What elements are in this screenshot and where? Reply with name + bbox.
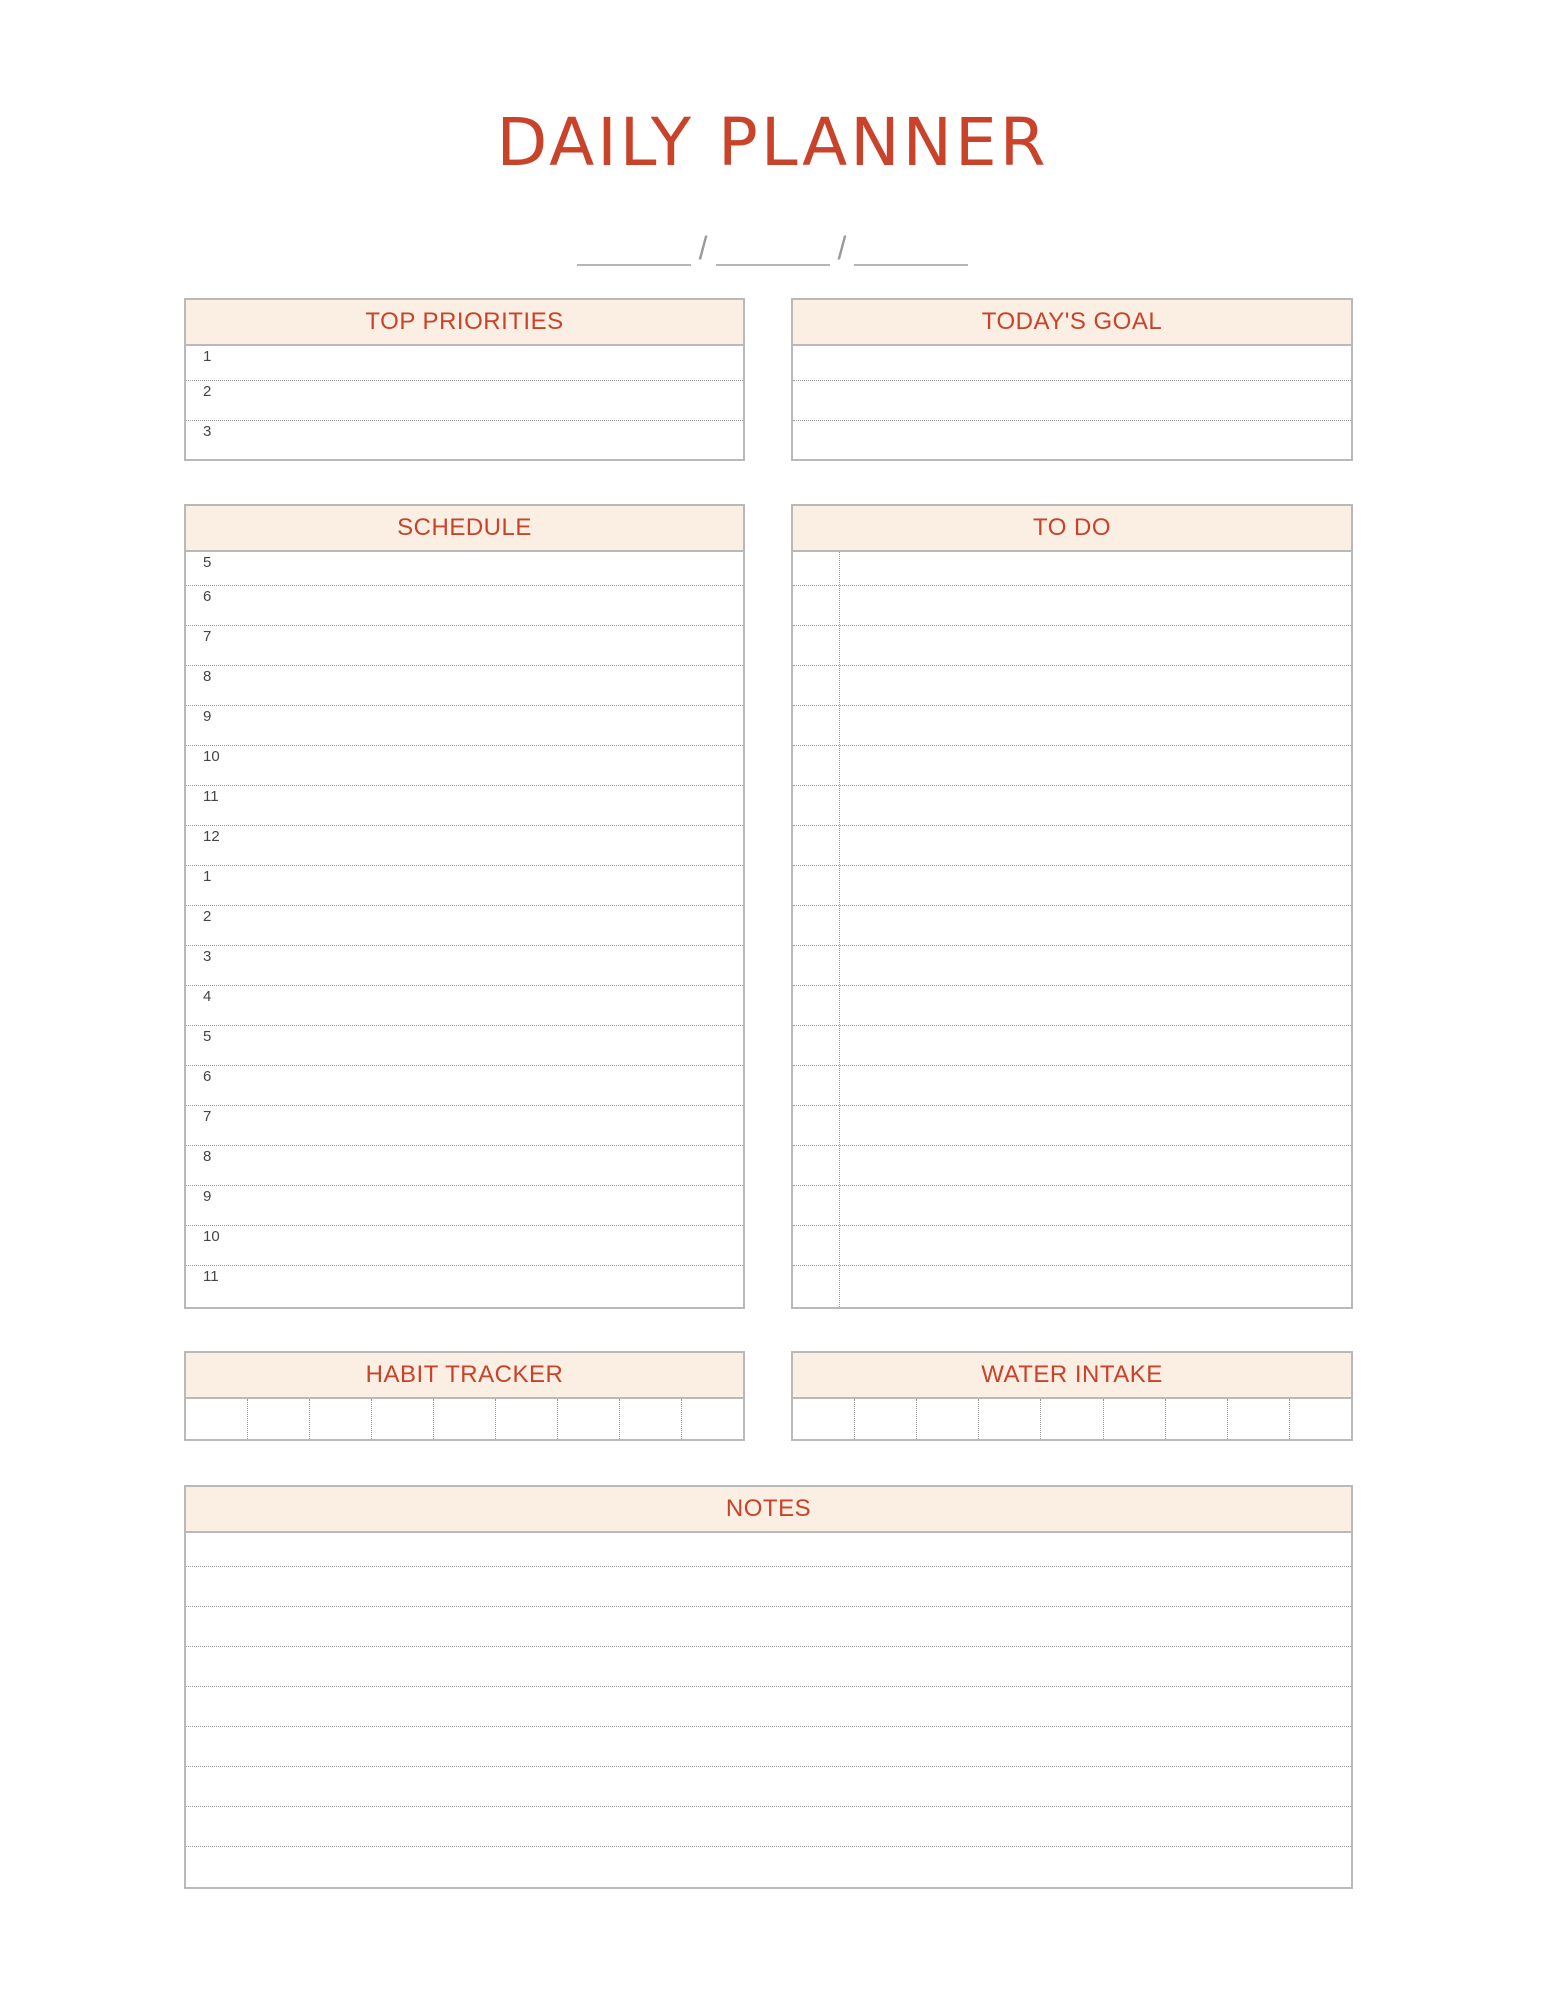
goal-row[interactable] bbox=[793, 381, 1351, 421]
hour-label: 12 bbox=[203, 828, 220, 845]
to-do-row[interactable] bbox=[793, 786, 1351, 826]
water-cell[interactable] bbox=[1228, 1399, 1290, 1439]
to-do-row[interactable] bbox=[793, 626, 1351, 666]
hour-label: 9 bbox=[203, 1188, 212, 1205]
habit-cell[interactable] bbox=[186, 1399, 248, 1439]
page-title: DAILY PLANNER bbox=[496, 104, 1049, 181]
top-priorities-section bbox=[184, 298, 745, 461]
priority-row[interactable] bbox=[186, 421, 743, 459]
hour-label: 8 bbox=[203, 668, 212, 685]
date-separator: / bbox=[837, 230, 847, 266]
date-month-blank[interactable] bbox=[577, 236, 691, 266]
to-do-row[interactable] bbox=[793, 666, 1351, 706]
to-do-header: TO DO bbox=[793, 506, 1351, 552]
hour-label: 2 bbox=[203, 908, 212, 925]
water-cell[interactable] bbox=[793, 1399, 855, 1439]
notes-line[interactable] bbox=[186, 1727, 1351, 1767]
habit-cell[interactable] bbox=[620, 1399, 682, 1439]
to-do-row[interactable] bbox=[793, 1266, 1351, 1306]
habit-tracker-section bbox=[184, 1351, 745, 1441]
to-do-row[interactable] bbox=[793, 1106, 1351, 1146]
water-cell[interactable] bbox=[1166, 1399, 1228, 1439]
to-do-row[interactable] bbox=[793, 552, 1351, 586]
hour-label: 6 bbox=[203, 1068, 212, 1085]
habit-tracker-grid bbox=[186, 1399, 743, 1439]
to-do-row[interactable] bbox=[793, 906, 1351, 946]
water-cell[interactable] bbox=[1104, 1399, 1166, 1439]
todays-goal-section bbox=[791, 298, 1353, 461]
hour-label: 11 bbox=[203, 788, 219, 805]
schedule-row[interactable] bbox=[186, 946, 743, 986]
schedule-row[interactable] bbox=[186, 1106, 743, 1146]
to-do-row[interactable] bbox=[793, 1186, 1351, 1226]
schedule-row[interactable] bbox=[186, 1026, 743, 1066]
schedule-row[interactable] bbox=[186, 706, 743, 746]
goal-row[interactable] bbox=[793, 421, 1351, 459]
notes-line[interactable] bbox=[186, 1567, 1351, 1607]
todays-goal-header: TODAY'S GOAL bbox=[793, 300, 1351, 346]
schedule-row[interactable] bbox=[186, 1146, 743, 1186]
schedule-header: SCHEDULE bbox=[186, 506, 743, 552]
schedule-row[interactable] bbox=[186, 906, 743, 946]
water-intake-grid bbox=[793, 1399, 1351, 1439]
habit-cell[interactable] bbox=[682, 1399, 743, 1439]
water-cell[interactable] bbox=[855, 1399, 917, 1439]
to-do-row[interactable] bbox=[793, 746, 1351, 786]
hour-label: 10 bbox=[203, 1228, 220, 1245]
date-year-blank[interactable] bbox=[854, 236, 968, 266]
schedule-rows bbox=[186, 552, 743, 1306]
to-do-row[interactable] bbox=[793, 586, 1351, 626]
hour-label: 5 bbox=[203, 1028, 212, 1045]
water-cell[interactable] bbox=[1041, 1399, 1103, 1439]
schedule-row[interactable] bbox=[186, 826, 743, 866]
to-do-section bbox=[791, 504, 1353, 1309]
water-intake-header: WATER INTAKE bbox=[793, 1353, 1351, 1399]
hour-label: 1 bbox=[203, 868, 212, 885]
priority-row[interactable] bbox=[186, 381, 743, 421]
notes-line[interactable] bbox=[186, 1607, 1351, 1647]
to-do-row[interactable] bbox=[793, 946, 1351, 986]
schedule-row[interactable] bbox=[186, 626, 743, 666]
hour-label: 6 bbox=[203, 588, 212, 605]
to-do-row[interactable] bbox=[793, 1146, 1351, 1186]
notes-line[interactable] bbox=[186, 1647, 1351, 1687]
habit-cell[interactable] bbox=[558, 1399, 620, 1439]
goal-row[interactable] bbox=[793, 346, 1351, 381]
notes-line[interactable] bbox=[186, 1533, 1351, 1567]
to-do-rows bbox=[793, 552, 1351, 1307]
water-cell[interactable] bbox=[979, 1399, 1041, 1439]
hour-label: 3 bbox=[203, 948, 212, 965]
row-number: 1 bbox=[203, 348, 212, 365]
schedule-row[interactable] bbox=[186, 1266, 743, 1306]
schedule-row[interactable] bbox=[186, 666, 743, 706]
habit-cell[interactable] bbox=[434, 1399, 496, 1439]
notes-line[interactable] bbox=[186, 1847, 1351, 1887]
schedule-row[interactable] bbox=[186, 786, 743, 826]
hour-label: 8 bbox=[203, 1148, 212, 1165]
to-do-row[interactable] bbox=[793, 1066, 1351, 1106]
to-do-row[interactable] bbox=[793, 986, 1351, 1026]
top-priorities-header: TOP PRIORITIES bbox=[186, 300, 743, 346]
schedule-row[interactable] bbox=[186, 866, 743, 906]
hour-label: 10 bbox=[203, 748, 220, 765]
schedule-row[interactable] bbox=[186, 746, 743, 786]
habit-cell[interactable] bbox=[496, 1399, 558, 1439]
to-do-row[interactable] bbox=[793, 826, 1351, 866]
notes-line[interactable] bbox=[186, 1767, 1351, 1807]
date-separator: / bbox=[698, 230, 708, 266]
water-cell[interactable] bbox=[1290, 1399, 1351, 1439]
notes-line[interactable] bbox=[186, 1807, 1351, 1847]
notes-rows bbox=[186, 1533, 1351, 1887]
to-do-row[interactable] bbox=[793, 866, 1351, 906]
hour-label: 7 bbox=[203, 628, 212, 645]
schedule-row[interactable] bbox=[186, 986, 743, 1026]
schedule-row[interactable] bbox=[186, 1186, 743, 1226]
hour-label: 9 bbox=[203, 708, 212, 725]
schedule-row[interactable] bbox=[186, 1066, 743, 1106]
hour-label: 4 bbox=[203, 988, 212, 1005]
habit-cell[interactable] bbox=[310, 1399, 372, 1439]
notes-section bbox=[184, 1485, 1353, 1889]
row-number: 2 bbox=[203, 383, 212, 400]
to-do-row[interactable] bbox=[793, 706, 1351, 746]
to-do-row[interactable] bbox=[793, 1226, 1351, 1266]
row-number: 3 bbox=[203, 423, 212, 440]
priority-row[interactable] bbox=[186, 346, 743, 381]
date-day-blank[interactable] bbox=[716, 236, 830, 266]
top-priorities-rows bbox=[186, 346, 743, 459]
notes-header: NOTES bbox=[186, 1487, 1351, 1533]
to-do-row[interactable] bbox=[793, 1026, 1351, 1066]
todays-goal-rows bbox=[793, 346, 1351, 459]
schedule-row[interactable] bbox=[186, 586, 743, 626]
habit-tracker-header: HABIT TRACKER bbox=[186, 1353, 743, 1399]
notes-line[interactable] bbox=[186, 1687, 1351, 1727]
schedule-row[interactable] bbox=[186, 1226, 743, 1266]
hour-label: 11 bbox=[203, 1268, 219, 1285]
habit-cell[interactable] bbox=[372, 1399, 434, 1439]
schedule-row[interactable] bbox=[186, 552, 743, 586]
hour-label: 5 bbox=[203, 554, 212, 571]
hour-label: 7 bbox=[203, 1108, 212, 1125]
habit-cell[interactable] bbox=[248, 1399, 310, 1439]
water-intake-section bbox=[791, 1351, 1353, 1441]
water-cell[interactable] bbox=[917, 1399, 979, 1439]
schedule-section bbox=[184, 504, 745, 1309]
date-field bbox=[0, 232, 1545, 266]
